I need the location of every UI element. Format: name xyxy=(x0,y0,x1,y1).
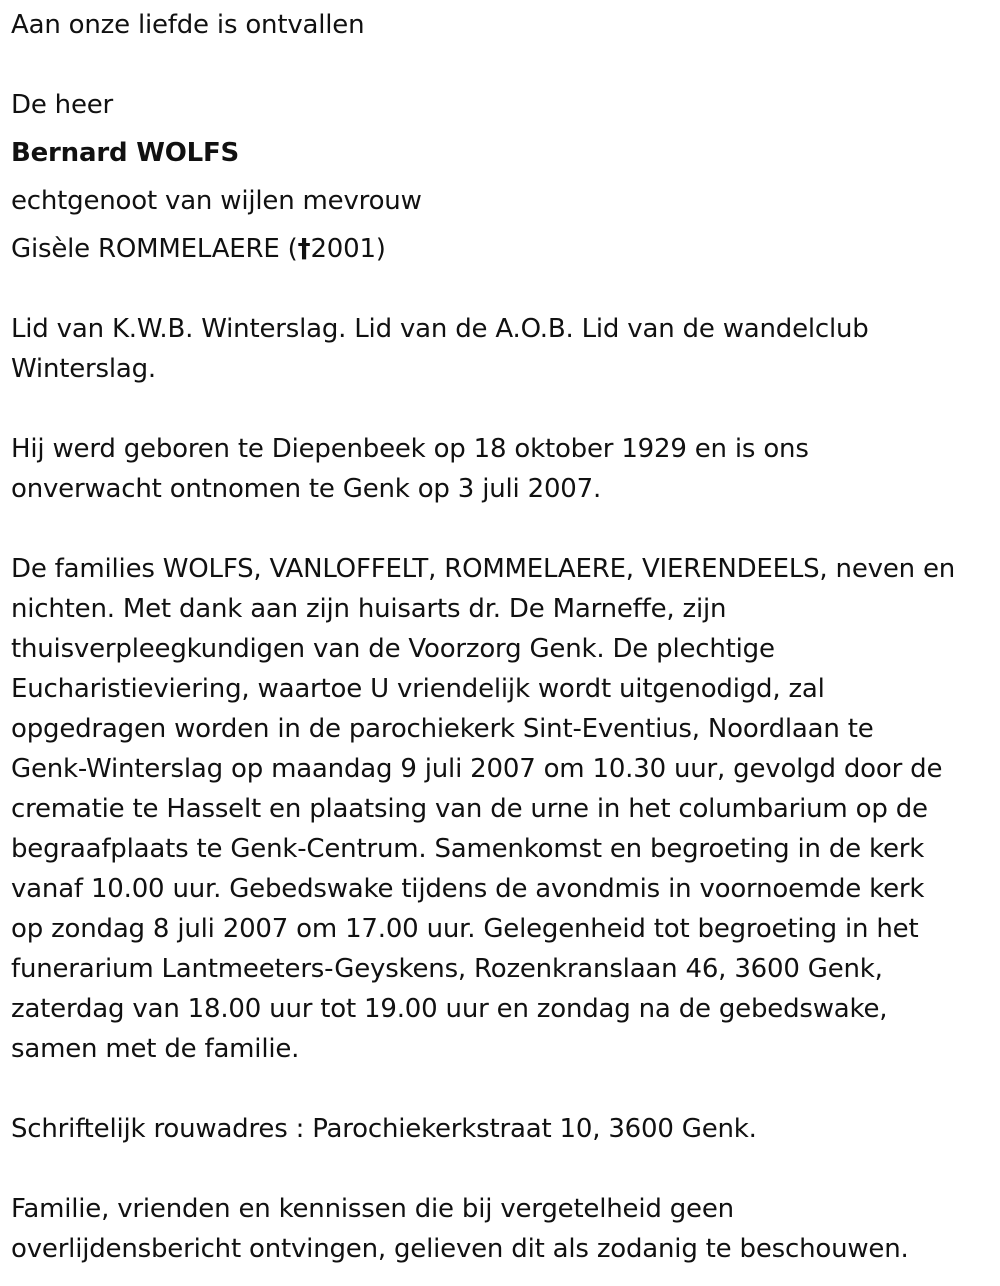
intro-line: Aan onze liefde is ontvallen xyxy=(11,10,365,40)
cross-icon: † xyxy=(297,234,311,264)
family-line: Eucharistieviering, waartoe U vriendelijk wordt uitgenodigd, zal xyxy=(11,674,825,704)
birth-line: onverwacht ontnomen te Genk op 3 juli 2007. xyxy=(11,474,602,504)
family-line: crematie te Hasselt en plaatsing van de urne in het columbarium op de xyxy=(11,794,928,824)
membership-line: Lid van K.W.B. Winterslag. Lid van de A.O.B. Lid van de wandelclub xyxy=(11,314,869,344)
mourning-address: Schriftelijk rouwadres : Parochiekerkstraat 10, 3600 Genk. xyxy=(11,1114,757,1144)
birth-line: Hij werd geboren te Diepenbeek op 18 oktober 1929 en is ons xyxy=(11,434,809,464)
closing-line: Familie, vrienden en kennissen die bij vergetelheid geen xyxy=(11,1194,734,1224)
family-line: Genk-Winterslag op maandag 9 juli 2007 om 10.30 uur, gevolgd door de xyxy=(11,754,943,784)
spouse-name: Gisèle ROMMELAERE ( xyxy=(11,234,298,264)
relation-line: echtgenoot van wijlen mevrouw xyxy=(11,186,422,216)
membership-line: Winterslag. xyxy=(11,354,156,384)
family-line: zaterdag van 18.00 uur tot 19.00 uur en zondag na de gebedswake, xyxy=(11,994,888,1024)
family-line: thuisverpleegkundigen van de Voorzorg Genk. De plechtige xyxy=(11,634,775,664)
deceased-name: Bernard WOLFS xyxy=(11,138,240,168)
family-line: nichten. Met dank aan zijn huisarts dr. De Marneffe, zijn xyxy=(11,594,727,624)
family-line: samen met de familie. xyxy=(11,1034,300,1064)
family-line: De families WOLFS, VANLOFFELT, ROMMELAERE, VIERENDEELS, neven en xyxy=(11,554,956,584)
family-line: begraafplaats te Genk-Centrum. Samenkomst en begroeting in de kerk xyxy=(11,834,925,864)
salutation: De heer xyxy=(11,90,114,120)
closing-line: overlijdensbericht ontvingen, gelieven dit als zodanig te beschouwen. xyxy=(11,1234,909,1264)
family-line: funerarium Lantmeeters-Geyskens, Rozenkranslaan 46, 3600 Genk, xyxy=(11,954,883,984)
family-line: opgedragen worden in de parochiekerk Sint-Eventius, Noordlaan te xyxy=(11,714,874,744)
spouse-year: 2001) xyxy=(310,234,386,264)
family-line: vanaf 10.00 uur. Gebedswake tijdens de avondmis in voornoemde kerk xyxy=(11,874,925,904)
family-line: op zondag 8 juli 2007 om 17.00 uur. Gelegenheid tot begroeting in het xyxy=(11,914,919,944)
spouse-line xyxy=(11,229,386,269)
